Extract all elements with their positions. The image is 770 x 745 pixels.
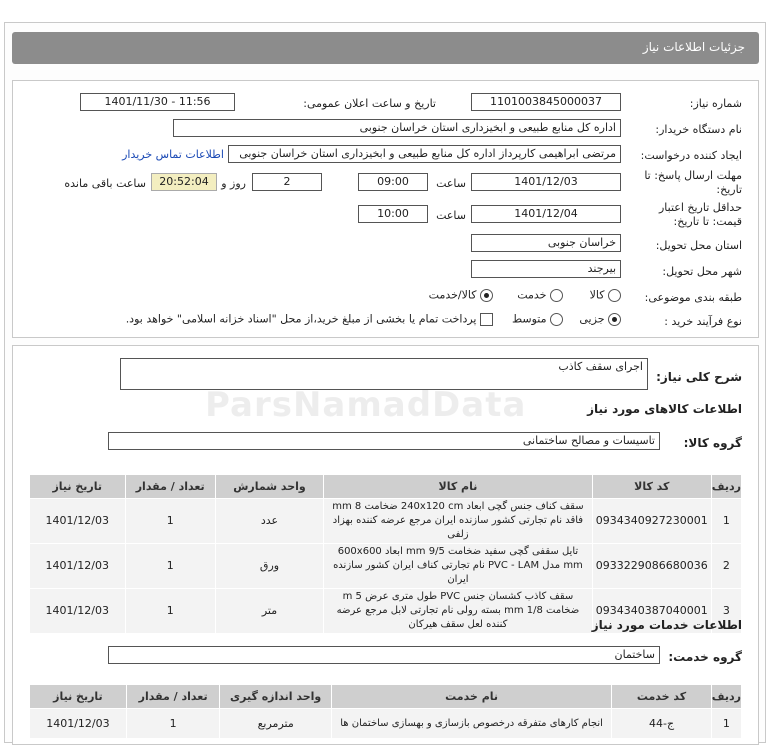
category-option-service[interactable]: [517, 288, 563, 302]
validity-time-field: 10:00: [358, 205, 428, 223]
need-details-panel: [12, 80, 759, 338]
item-code: 0934340927230001: [592, 499, 711, 544]
table-row: [30, 709, 742, 739]
item-name: سقف کناف جنس گچی ابعاد 240x120 cm ضخامت 8 mm فاقد نام تجارتی کشور سازنده ایران مرجع عرضه کننده بهزاد زلفی: [324, 499, 593, 544]
remaining-time-field: 20:52:04: [151, 173, 217, 191]
item-name: تایل سقفی گچی سفید ضخامت 9/5 mm ابعاد 600x600 mm مدل PVC - LAM نام تجارتی کناف ایران کشور سازنده ایران: [324, 544, 593, 589]
goods-col-unit: واحد شمارش: [215, 475, 323, 499]
goods-group-label: گروه کالا:: [683, 436, 742, 450]
table-row: [30, 499, 742, 544]
services-col-row: ردیف: [711, 685, 741, 709]
item-date: 1401/12/03: [30, 544, 126, 589]
service-unit: مترمربع: [220, 709, 332, 739]
row-number: 1: [711, 499, 741, 544]
requester-label: ایجاد کننده درخواست:: [640, 149, 742, 162]
delivery-city-field: بیرجند: [471, 260, 621, 278]
buyer-org-field: اداره کل منابع طبیعی و ابخیزداری استان خراسان جنوبی: [173, 119, 621, 137]
requester-field: مرتضی ابراهیمی کارپرداز اداره کل منابع طبیعی و ابخیزداری استان خراسان جنوبی: [228, 145, 621, 163]
goods-col-name: نام کالا: [324, 475, 593, 499]
deadline-time-label: ساعت: [436, 177, 466, 190]
item-qty: 1: [125, 499, 215, 544]
goods-header-row: [30, 475, 742, 499]
category-goods-label: کالا: [589, 288, 605, 302]
category-goods-service-label: کالا/خدمت: [428, 288, 477, 302]
process-medium-radio[interactable]: [550, 313, 563, 326]
delivery-city-label: شهر محل تحویل:: [662, 265, 742, 278]
deadline-time-field: 09:00: [358, 173, 428, 191]
remaining-time-label: ساعت باقی مانده: [64, 177, 146, 190]
delivery-province-field: خراسان جنوبی: [471, 234, 621, 252]
treasury-option[interactable]: [126, 312, 493, 326]
page-title-bar: [12, 32, 759, 64]
deadline-days-field: 2: [252, 173, 322, 191]
goods-col-qty: تعداد / مقدار: [125, 475, 215, 499]
buyer-org-label: نام دستگاه خریدار:: [655, 123, 742, 136]
announce-field: 1401/11/30 - 11:56: [80, 93, 235, 111]
announce-label: تاریخ و ساعت اعلان عمومی:: [303, 97, 436, 110]
process-option-medium[interactable]: [512, 312, 563, 326]
row-number: 2: [711, 544, 741, 589]
treasury-note: پرداخت تمام یا بخشی از مبلغ خرید،از محل "اسناد خزانه اسلامی" خواهد بود.: [125, 312, 477, 326]
category-label: طبقه بندی موضوعی:: [644, 291, 742, 304]
table-row: [30, 544, 742, 589]
validity-date-field: 1401/12/04: [471, 205, 621, 223]
category-goods-radio[interactable]: [608, 289, 621, 302]
category-option-goods-service[interactable]: [429, 288, 493, 302]
services-col-date: تاریخ نیاز: [30, 685, 127, 709]
services-col-code: کد خدمت: [612, 685, 712, 709]
item-name: سقف کاذب کشسان جنس PVC طول متری عرض 5 m ضخامت 1/8 mm بسته رولی نام تجارتی لابل مرجع عرضه کننده لعل سقف هیرکان: [324, 589, 593, 634]
watermark: ParsNamadData: [205, 385, 527, 425]
services-col-qty: تعداد / مقدار: [126, 685, 220, 709]
goods-group-field: تاسیسات و مصالح ساختمانی: [108, 432, 660, 450]
summary-field: اجرای سقف کاذب: [120, 358, 648, 390]
deadline-label: مهلت ارسال پاسخ: تا: [644, 169, 742, 182]
goods-table: [29, 474, 742, 634]
row-number: 1: [711, 709, 741, 739]
process-option-partial[interactable]: [579, 312, 621, 326]
item-unit: عدد: [215, 499, 323, 544]
category-service-label: خدمت: [517, 288, 547, 302]
services-group-field: ساختمان: [108, 646, 660, 664]
process-partial-label: جزیی: [579, 312, 605, 326]
item-unit: ورق: [215, 544, 323, 589]
deadline-days-label: روز و: [221, 177, 246, 190]
deadline-date-field: 1401/12/03: [471, 173, 621, 191]
row-number: 3: [711, 589, 741, 634]
delivery-province-label: استان محل تحویل:: [655, 239, 742, 252]
deadline-label-2: تاریخ:: [716, 183, 742, 196]
services-col-name: نام خدمت: [331, 685, 611, 709]
goods-section-title: اطلاعات کالاهای مورد نیاز: [587, 402, 742, 416]
validity-time-label: ساعت: [436, 209, 466, 222]
goods-col-row: ردیف: [711, 475, 741, 499]
service-date: 1401/12/03: [30, 709, 127, 739]
item-qty: 1: [125, 589, 215, 634]
process-partial-radio[interactable]: [608, 313, 621, 326]
category-option-goods[interactable]: [590, 288, 621, 302]
treasury-checkbox[interactable]: [480, 313, 493, 326]
validity-label: حداقل تاریخ اعتبار: [658, 201, 742, 214]
item-code: 0934340387040001: [592, 589, 711, 634]
service-code: ج-44: [612, 709, 712, 739]
validity-label-2: قیمت: تا تاریخ:: [673, 215, 742, 228]
service-qty: 1: [126, 709, 220, 739]
buyer-contact-link[interactable]: اطلاعات تماس خریدار: [122, 148, 224, 161]
item-code: 0933229086680036: [592, 544, 711, 589]
item-date: 1401/12/03: [30, 589, 126, 634]
process-label: نوع فرآیند خرید :: [664, 315, 742, 328]
page-title: جزئیات اطلاعات نیاز: [642, 40, 745, 54]
service-name: انجام کارهای متفرقه درخصوص بازسازی و بهسازی ساختمان ها: [331, 709, 611, 739]
services-section-title: اطلاعات خدمات مورد نیاز: [591, 618, 742, 632]
item-qty: 1: [125, 544, 215, 589]
summary-label: شرح کلی نیاز:: [656, 370, 742, 384]
process-medium-label: متوسط: [511, 312, 547, 326]
item-unit: متر: [215, 589, 323, 634]
goods-col-date: تاریخ نیاز: [30, 475, 126, 499]
need-number-field: 1101003845000037: [471, 93, 621, 111]
need-number-label: شماره نیاز:: [689, 97, 742, 110]
category-goods-service-radio[interactable]: [480, 289, 493, 302]
services-header-row: [30, 685, 742, 709]
goods-col-code: کد کالا: [592, 475, 711, 499]
services-table: [29, 684, 742, 739]
services-col-unit: واحد اندازه گیری: [220, 685, 332, 709]
category-service-radio[interactable]: [550, 289, 563, 302]
services-group-label: گروه خدمت:: [668, 650, 742, 664]
item-date: 1401/12/03: [30, 499, 126, 544]
